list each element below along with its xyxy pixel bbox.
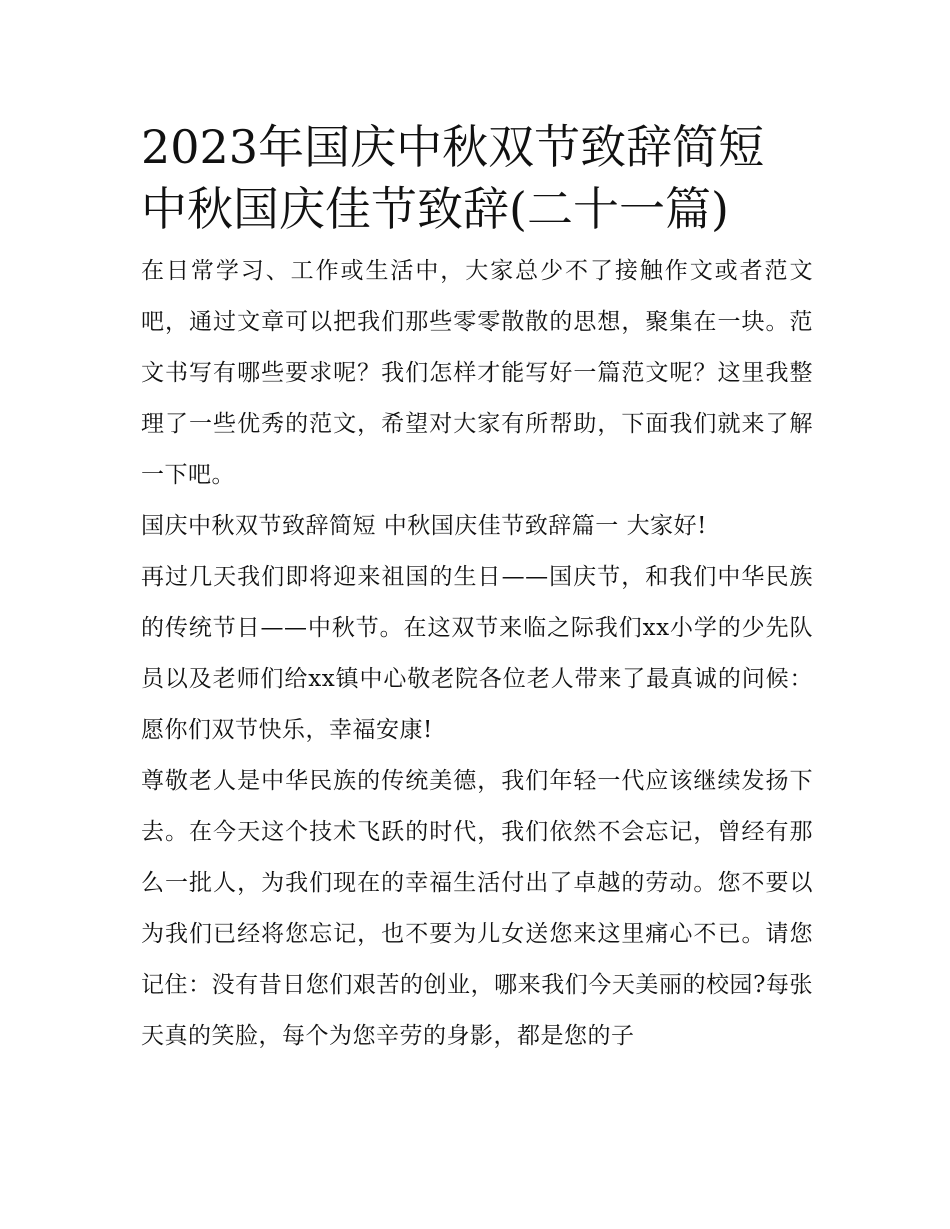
paragraph-intro: 在日常学习、工作或生活中，大家总少不了接触作文或者范文吧，通过文章可以把我们那些零零散散的思想，聚集在一块。范文书写有哪些要求呢？我们怎样才能写好一篇范文呢？这里我整理了一些优秀的范文，希望对大家有所帮助，下面我们就来了解一下吧。 — [141, 258, 813, 488]
title-line-1: 2023年国庆中秋双节致辞简短 — [141, 120, 765, 174]
paragraph-respect-elders: 尊敬老人是中华民族的传统美德，我们年轻一代应该继续发扬下去。在今天这个技术飞跃的时代，我们依然不会忘记，曾经有那么一批人，为我们现在的幸福生活付出了卓越的劳动。您不要以为我们已经将您忘记，也不要为儿女送您来这里痛心不已。请您记住：没有昔日您们艰苦的创业，哪来我们今天美丽的校园?每张天真的笑脸，每个为您辛劳的身影，都是您的子 — [141, 768, 813, 1049]
title-line-2: 中秋国庆佳节致辞(二十一篇) — [141, 182, 729, 236]
paragraph-heading-part-1: 国庆中秋双节致辞简短 中秋国庆佳节致辞篇一 大家好! — [141, 513, 707, 539]
document-body — [141, 116, 813, 1062]
document-title — [141, 116, 813, 240]
paragraph-greeting: 再过几天我们即将迎来祖国的生日——国庆节，和我们中华民族的传统节日——中秋节。在这双节来临之际我们xx小学的少先队员以及老师们给xx镇中心敬老院各位老人带来了最真诚的问候：愿你们双节快乐，幸福安康! — [141, 564, 813, 743]
